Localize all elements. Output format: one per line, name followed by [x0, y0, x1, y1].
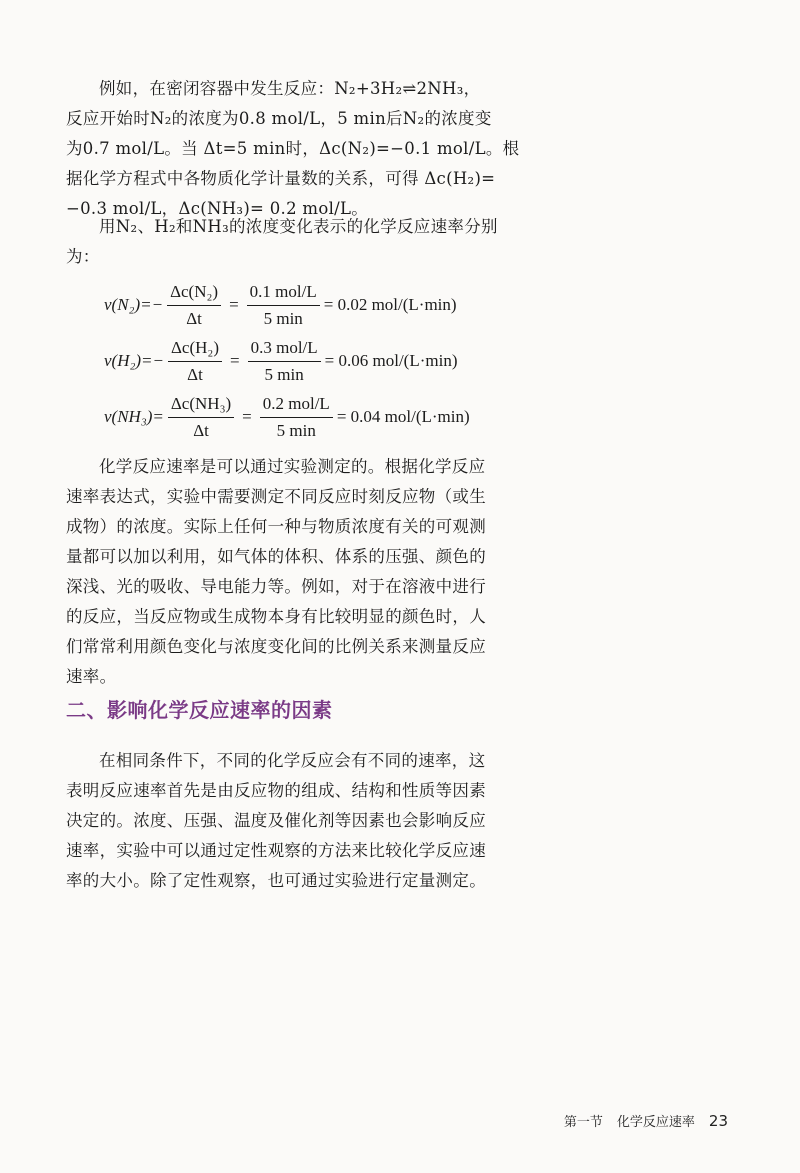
text-line: 率的大小。除了定性观察，也可通过实验进行定量测定。	[66, 871, 486, 890]
equation-rate-h2	[104, 336, 458, 386]
text-line: 在相同条件下，不同的化学反应会有不同的速率，这	[99, 751, 486, 770]
text-line: 量都可以加以利用，如气体的体积、体系的压强、颜色的	[66, 547, 486, 566]
fraction-values	[248, 337, 321, 386]
text-line: 速率，实验中可以通过定性观察的方法来比较化学反应速	[66, 841, 486, 860]
fraction-numerator: Δc(N₂)	[167, 281, 221, 306]
fraction-numerator: 0.2 mol/L	[260, 393, 333, 418]
fraction-delta	[168, 337, 222, 386]
equation-lhs: v(NH₃)=	[104, 407, 164, 426]
text-line: 化学反应速率是可以通过实验测定的。根据化学反应	[99, 457, 486, 476]
page-number: 23	[708, 1112, 728, 1130]
text-line: −0.3 mol/L，Δc(NH₃)= 0.2 mol/L。	[66, 199, 369, 218]
text-line: 据化学方程式中各物质化学计量数的关系，可得 Δc(H₂)=	[66, 169, 496, 188]
text-line: 成物）的浓度。实际上任何一种与物质浓度有关的可观测	[66, 517, 486, 536]
text-line: 反应开始时N₂的浓度为0.8 mol/L，5 min后N₂的浓度变	[66, 109, 492, 128]
fraction-denominator: Δt	[187, 364, 203, 384]
equation-rate-nh3	[104, 392, 470, 442]
fraction-denominator: Δt	[193, 420, 209, 440]
text-line: 们常常利用颜色变化与浓度变化间的比例关系来测量反应	[66, 637, 486, 656]
text-line: 表明反应速率首先是由反应物的组成、结构和性质等因素	[66, 781, 486, 800]
paragraph-example-reaction	[66, 74, 520, 224]
equals-sign: =	[242, 407, 252, 426]
text-line: 为：	[66, 247, 100, 266]
fraction-numerator: 0.3 mol/L	[248, 337, 321, 362]
page-footer	[564, 1111, 728, 1130]
fraction-delta	[167, 281, 221, 330]
footer-section: 第一节	[563, 1115, 603, 1130]
text-line: 速率表达式，实验中需要测定不同反应时刻反应物（或生	[66, 487, 486, 506]
text-line: 的反应，当反应物或生成物本身有比较明显的颜色时，人	[66, 607, 486, 626]
fraction-values	[247, 281, 320, 330]
fraction-denominator: Δt	[186, 308, 202, 328]
fraction-numerator: Δc(H₂)	[168, 337, 222, 362]
text-line: 为0.7 mol/L。当 Δt=5 min时，Δc(N₂)=−0.1 mol/L。根	[66, 139, 520, 158]
equals-sign: =	[229, 295, 239, 314]
text-line: 速率。	[66, 667, 117, 686]
text-line: 例如，在密闭容器中发生反应：N₂+3H₂⇌2NH₃，	[99, 79, 481, 98]
fraction-denominator: 5 min	[264, 364, 304, 384]
fraction-delta	[168, 393, 234, 442]
text-line: 决定的。浓度、压强、温度及催化剂等因素也会影响反应	[66, 811, 486, 830]
equation-lhs: v(H₂)=−	[104, 351, 164, 370]
paragraph-measurement	[66, 452, 500, 692]
fraction-numerator: 0.1 mol/L	[247, 281, 320, 306]
equals-sign: =	[230, 351, 240, 370]
paragraph-factors	[66, 746, 500, 896]
equation-rate-n2	[104, 280, 457, 330]
footer-title: 化学反应速率	[616, 1115, 695, 1130]
equation-result: = 0.06 mol/(L·min)	[324, 351, 458, 370]
equation-lhs: v(N₂)=−	[104, 295, 164, 314]
equation-result: = 0.04 mol/(L·min)	[336, 407, 470, 426]
fraction-denominator: 5 min	[276, 420, 316, 440]
fraction-denominator: 5 min	[263, 308, 303, 328]
text-line: 用N₂、H₂和NH₃的浓度变化表示的化学反应速率分别	[99, 217, 498, 236]
fraction-values	[260, 393, 333, 442]
text-line: 深浅、光的吸收、导电能力等。例如，对于在溶液中进行	[66, 577, 486, 596]
equation-result: = 0.02 mol/(L·min)	[323, 295, 457, 314]
section-heading: 二、影响化学反应速率的因素	[66, 698, 333, 722]
paragraph-rate-intro	[66, 212, 500, 272]
fraction-numerator: Δc(NH₃)	[168, 393, 234, 418]
